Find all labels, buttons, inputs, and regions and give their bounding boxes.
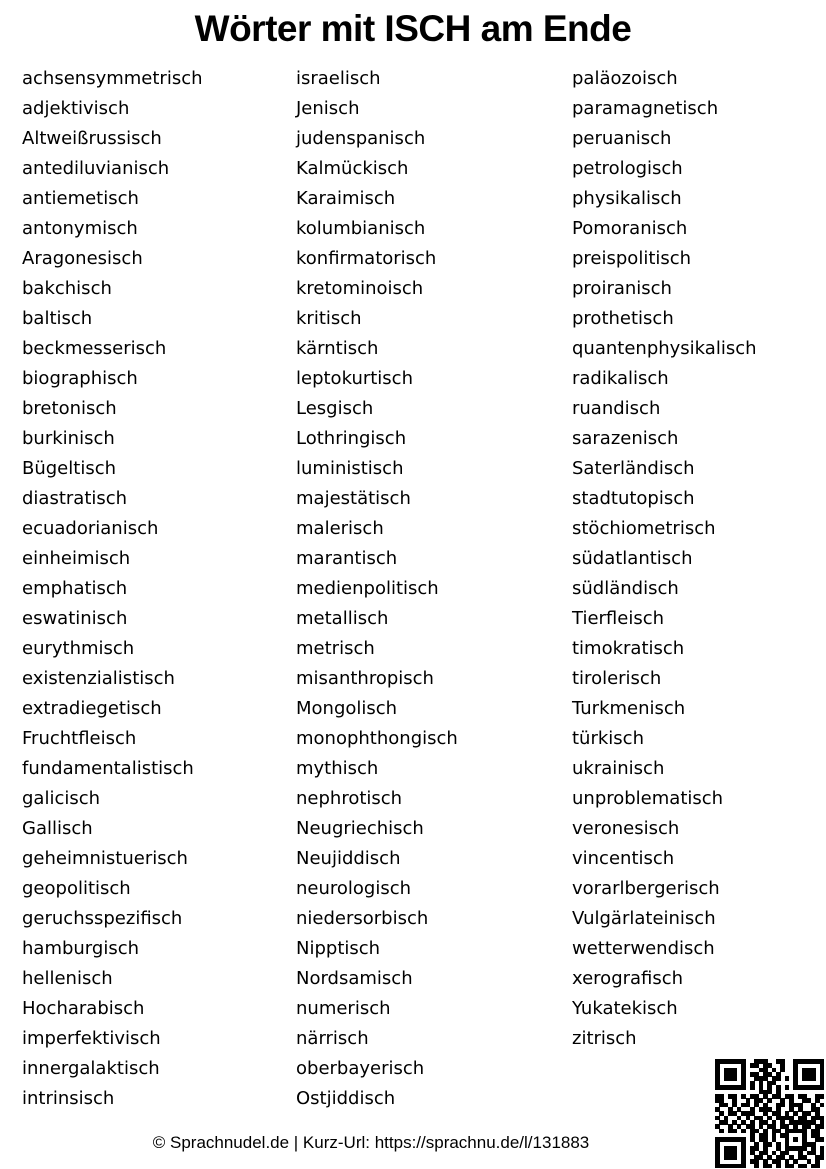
word-item: physikalisch — [572, 188, 682, 209]
word-item: Fruchtfleisch — [22, 728, 137, 749]
word-item: metallisch — [296, 608, 389, 629]
word-item: geruchsspezifisch — [22, 908, 183, 929]
word-item: timokratisch — [572, 638, 685, 659]
word-item: biographisch — [22, 368, 138, 389]
word-item: Jenisch — [296, 98, 360, 119]
word-item: veronesisch — [572, 818, 680, 839]
word-item: geopolitisch — [22, 878, 131, 899]
word-item: konfirmatorisch — [296, 248, 437, 269]
word-item: geheimnistuerisch — [22, 848, 188, 869]
word-item: hamburgisch — [22, 938, 139, 959]
word-item: imperfektivisch — [22, 1028, 161, 1049]
word-item: israelisch — [296, 68, 381, 89]
word-item: Saterländisch — [572, 458, 695, 479]
page-title: Wörter mit ISCH am Ende — [194, 8, 632, 49]
word-item: eswatinisch — [22, 608, 128, 629]
word-item: judenspanisch — [296, 128, 426, 149]
word-item: ecuadorianisch — [22, 518, 159, 539]
word-item: Nordsamisch — [296, 968, 413, 989]
word-item: paläozoisch — [572, 68, 678, 89]
word-item: närrisch — [296, 1028, 369, 1049]
word-item: kärntisch — [296, 338, 379, 359]
word-item: Pomoranisch — [572, 218, 688, 239]
word-item: sarazenisch — [572, 428, 679, 449]
word-item: hellenisch — [22, 968, 113, 989]
word-item: Nipptisch — [296, 938, 381, 959]
word-item: preispolitisch — [572, 248, 692, 269]
word-item: stöchiometrisch — [572, 518, 716, 539]
word-item: marantisch — [296, 548, 398, 569]
word-item: Lesgisch — [296, 398, 374, 419]
word-item: Vulgärlateinisch — [572, 908, 716, 929]
word-item: neurologisch — [296, 878, 412, 899]
word-item: emphatisch — [22, 578, 128, 599]
word-item: prothetisch — [572, 308, 674, 329]
word-item: malerisch — [296, 518, 384, 539]
word-item: antonymisch — [22, 218, 138, 239]
footer-text: © Sprachnudel.de | Kurz-Url: https://sprachnu.de/l/131883 — [152, 1133, 590, 1152]
word-item: Bügeltisch — [22, 458, 116, 479]
word-item: zitrisch — [572, 1028, 637, 1049]
word-item: unproblematisch — [572, 788, 724, 809]
word-column-2 — [296, 64, 566, 1114]
word-item: eurythmisch — [22, 638, 135, 659]
word-item: quantenphysikalisch — [572, 338, 757, 359]
word-item: südländisch — [572, 578, 679, 599]
word-item: Neujiddisch — [296, 848, 401, 869]
word-item: metrisch — [296, 638, 375, 659]
word-item: existenzialistisch — [22, 668, 175, 689]
word-item: wetterwendisch — [572, 938, 715, 959]
word-item: paramagnetisch — [572, 98, 719, 119]
word-item: adjektivisch — [22, 98, 130, 119]
word-column-1 — [22, 64, 292, 1114]
word-item: antiemetisch — [22, 188, 139, 209]
word-item: Ostjiddisch — [296, 1088, 396, 1109]
word-item: misanthropisch — [296, 668, 434, 689]
word-item: Gallisch — [22, 818, 93, 839]
word-item: vincentisch — [572, 848, 675, 869]
word-item: Tierfleisch — [572, 608, 665, 629]
word-item: majestätisch — [296, 488, 411, 509]
word-item: peruanisch — [572, 128, 672, 149]
word-item: Aragonesisch — [22, 248, 143, 269]
word-item: petrologisch — [572, 158, 683, 179]
word-item: Neugriechisch — [296, 818, 424, 839]
word-item: medienpolitisch — [296, 578, 439, 599]
word-item: mythisch — [296, 758, 379, 779]
word-item: kritisch — [296, 308, 362, 329]
word-item: beckmesserisch — [22, 338, 167, 359]
word-item: einheimisch — [22, 548, 131, 569]
word-item: Hocharabisch — [22, 998, 145, 1019]
word-item: kretominoisch — [296, 278, 424, 299]
word-item: xerografisch — [572, 968, 684, 989]
word-item: antediluvianisch — [22, 158, 170, 179]
word-item: monophthongisch — [296, 728, 458, 749]
word-item: nephrotisch — [296, 788, 403, 809]
word-item: Yukatekisch — [572, 998, 678, 1019]
word-item: diastratisch — [22, 488, 128, 509]
word-item: ruandisch — [572, 398, 661, 419]
word-item: Karaimisch — [296, 188, 396, 209]
word-item: luministisch — [296, 458, 404, 479]
word-item: bretonisch — [22, 398, 117, 419]
word-item: numerisch — [296, 998, 391, 1019]
word-item: Kalmückisch — [296, 158, 409, 179]
word-item: fundamentalistisch — [22, 758, 194, 779]
word-item: extradiegetisch — [22, 698, 162, 719]
word-item: Mongolisch — [296, 698, 398, 719]
word-item: radikalisch — [572, 368, 669, 389]
word-item: ukrainisch — [572, 758, 665, 779]
word-item: niedersorbisch — [296, 908, 429, 929]
word-item: stadtutopisch — [572, 488, 695, 509]
word-item: proiranisch — [572, 278, 672, 299]
word-item: burkinisch — [22, 428, 115, 449]
word-column-3 — [572, 64, 826, 1054]
word-item: bakchisch — [22, 278, 112, 299]
word-item: leptokurtisch — [296, 368, 413, 389]
word-item: baltisch — [22, 308, 93, 329]
word-item: Lothringisch — [296, 428, 407, 449]
word-item: türkisch — [572, 728, 644, 749]
word-item: oberbayerisch — [296, 1058, 425, 1079]
word-item: Turkmenisch — [572, 698, 686, 719]
word-item: intrinsisch — [22, 1088, 115, 1109]
word-item: innergalaktisch — [22, 1058, 160, 1079]
word-item: galicisch — [22, 788, 101, 809]
word-item: südatlantisch — [572, 548, 693, 569]
word-item: vorarlbergerisch — [572, 878, 720, 899]
word-item: Altweißrussisch — [22, 128, 162, 149]
word-item: achsensymmetrisch — [22, 68, 203, 89]
word-item: kolumbianisch — [296, 218, 426, 239]
word-item: tirolerisch — [572, 668, 662, 689]
